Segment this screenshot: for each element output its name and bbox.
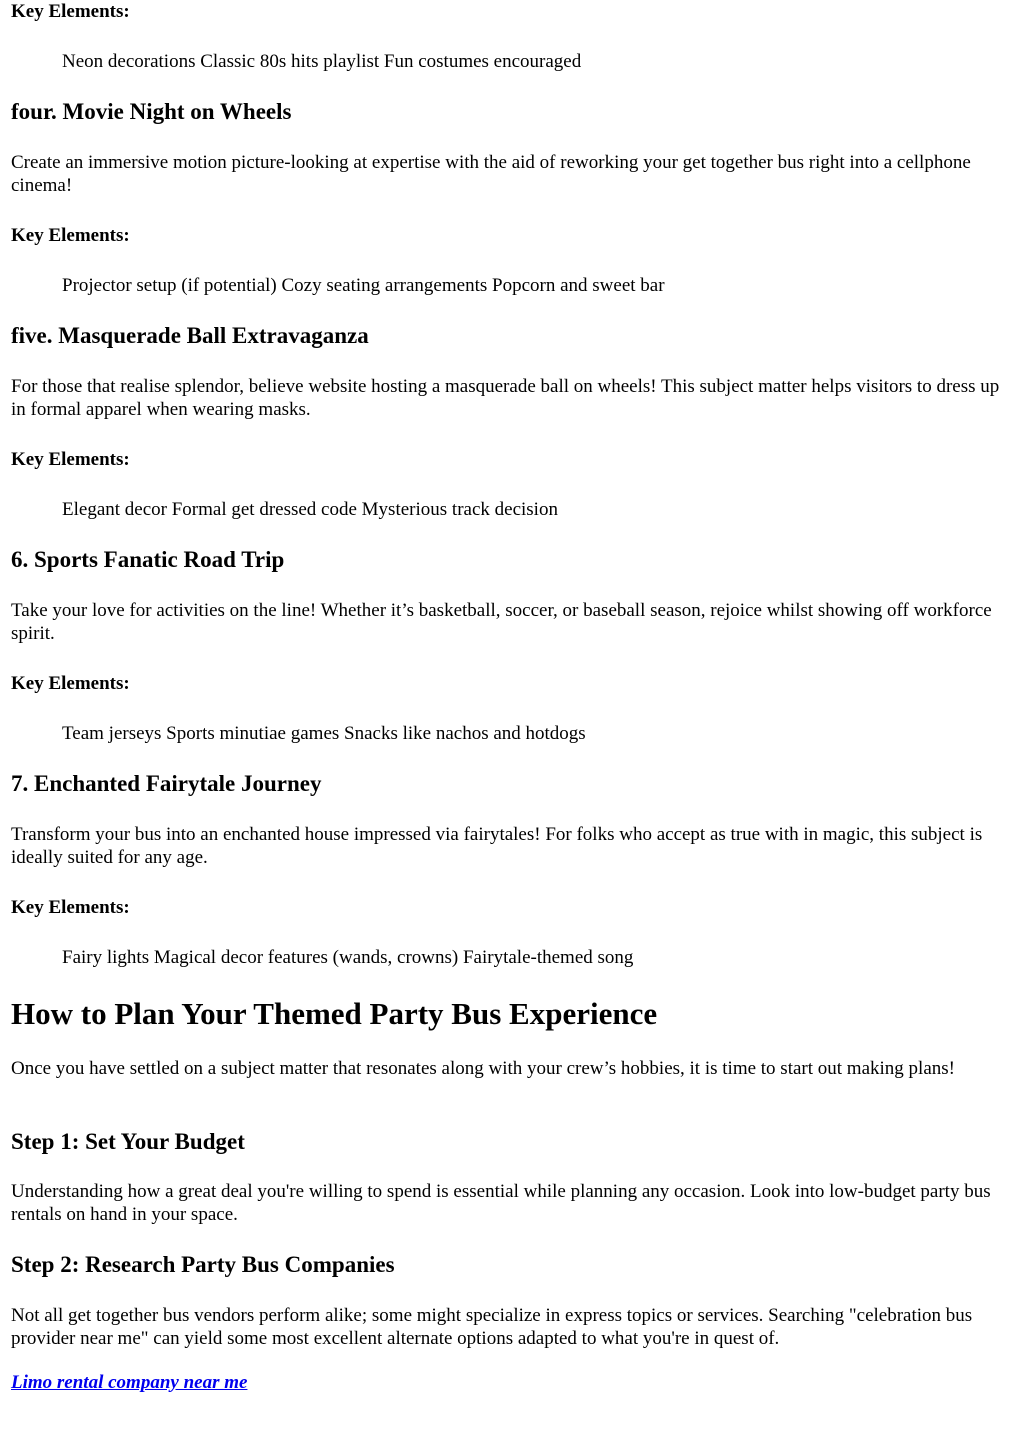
section-paragraph: Transform your bus into an enchanted house impressed via fairytales! For folks who accept as true with in magic, this subject is ideally suited for any age. — [11, 824, 983, 868]
limo-link-paragraph — [11, 1371, 247, 1394]
section-heading: 6. Sports Fanatic Road Trip — [11, 547, 285, 572]
section-paragraph: Create an immersive motion picture-looking at expertise with the aid of reworking your get together bus right into a cellphone cinema! — [11, 152, 971, 196]
step2-heading: Step 2: Research Party Bus Companies — [11, 1252, 395, 1277]
section-heading: 7. Enchanted Fairytale Journey — [11, 771, 322, 796]
step1-paragraph: Understanding how a great deal you're willing to spend is essential while planning any occasion. Look into low-budget party bus rentals on hand in your space. — [11, 1181, 991, 1225]
key-elements-label: Key Elements: — [11, 673, 130, 694]
section-paragraph: Take your love for activities on the line! Whether it’s basketball, soccer, or baseball season, rejoice whilst showing off workforce spirit. — [11, 600, 992, 644]
plan-intro-paragraph: Once you have settled on a subject matter that resonates along with your crew’s hobbies, it is time to start out making plans! — [11, 1058, 955, 1079]
key-elements-label: Key Elements: — [11, 897, 130, 918]
plan-heading: How to Plan Your Themed Party Bus Experience — [11, 996, 658, 1031]
section-paragraph: For those that realise splendor, believe website hosting a masquerade ball on wheels! This subject matter helps visitors to dress up in formal apparel when wearing masks. — [11, 376, 1000, 420]
key-elements-label: Key Elements: — [11, 225, 130, 246]
section-heading: five. Masquerade Ball Extravaganza — [11, 323, 369, 348]
step2-paragraph: Not all get together bus vendors perform alike; some might specialize in express topics or services. Searching "celebration bus provider near me" can yield some most excellent alternate options adapted to what you're in quest of. — [11, 1305, 973, 1349]
step1-heading: Step 1: Set Your Budget — [11, 1129, 245, 1154]
key-elements-list: Elegant decor Formal get dressed code Mysterious track decision — [62, 499, 558, 520]
key-elements-list: Team jerseys Sports minutiae games Snacks like nachos and hotdogs — [62, 723, 586, 744]
limo-rental-link[interactable]: Limo rental company near me — [11, 1372, 248, 1393]
key-elements-label: Key Elements: — [11, 449, 130, 470]
key-elements-list: Projector setup (if potential) Cozy seating arrangements Popcorn and sweet bar — [62, 275, 665, 296]
key-elements-list: Fairy lights Magical decor features (wands, crowns) Fairytale-themed song — [62, 947, 634, 968]
key-elements-list: Neon decorations Classic 80s hits playlist Fun costumes encouraged — [62, 51, 582, 72]
section-heading: four. Movie Night on Wheels — [11, 99, 292, 124]
key-elements-label: Key Elements: — [11, 1, 130, 22]
